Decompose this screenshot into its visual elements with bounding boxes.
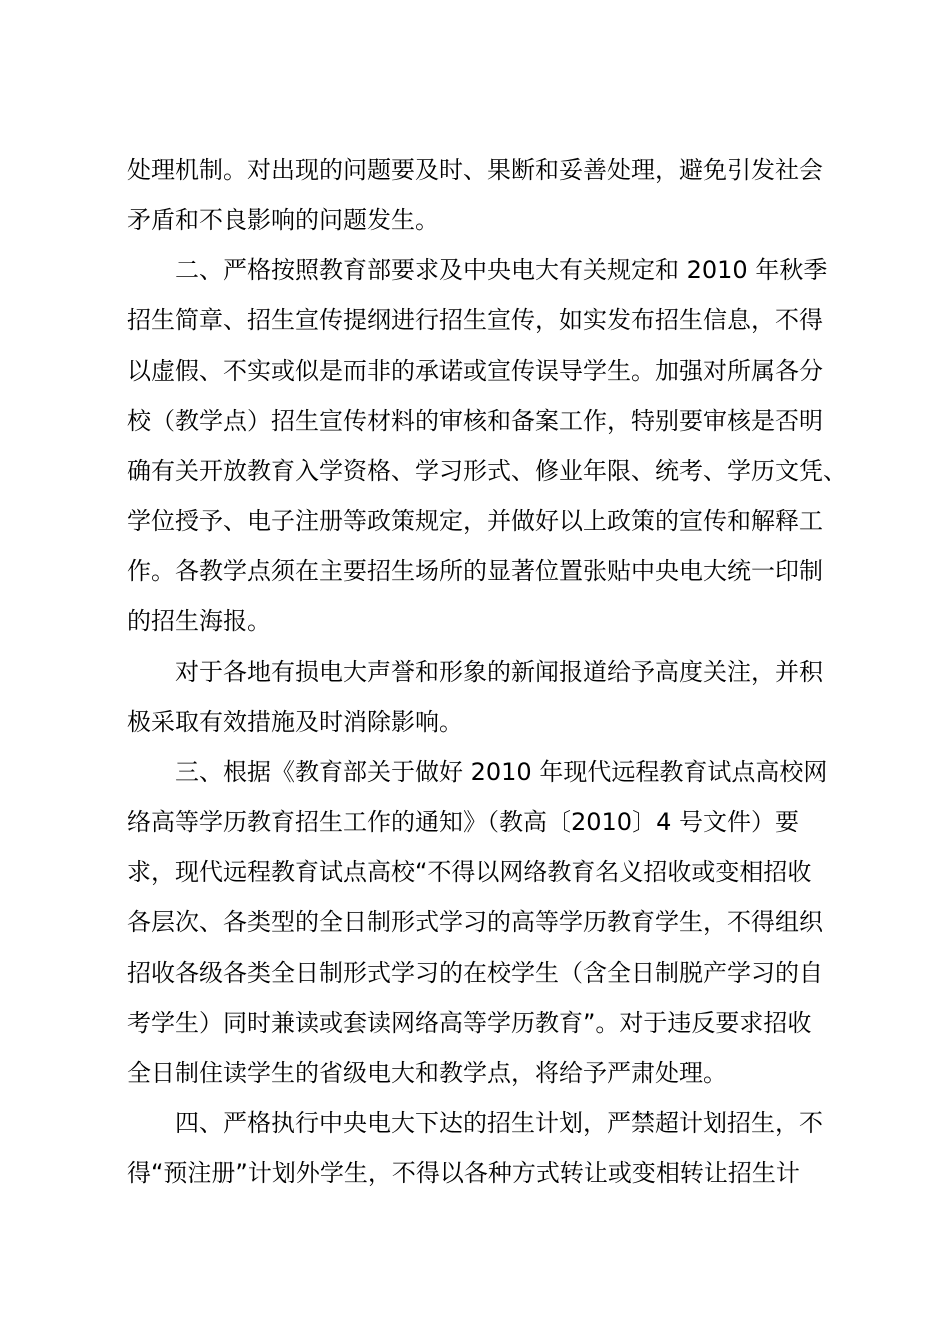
paragraph-line: 的招生海报。 xyxy=(127,607,271,635)
paragraph-line: 络高等学历教育招生工作的通知》（教高〔2010〕4 号文件）要 xyxy=(127,808,799,836)
paragraph-line: 各层次、各类型的全日制形式学习的高等学历教育学生，不得组织 xyxy=(127,908,823,936)
paragraph-line: 得“预注册”计划外学生，不得以各种方式转让或变相转让招生计 xyxy=(127,1159,800,1187)
paragraph-line: 处理机制。对出现的问题要及时、果断和妥善处理，避免引发社会 xyxy=(127,156,823,184)
paragraph-line: 矛盾和不良影响的问题发生。 xyxy=(127,206,439,234)
paragraph-line: 求，现代远程教育试点高校“不得以网络教育名义招收或变相招收 xyxy=(127,858,812,886)
paragraph-line: 极采取有效措施及时消除影响。 xyxy=(127,708,463,736)
paragraph-line: 全日制住读学生的省级电大和教学点，将给予严肃处理。 xyxy=(127,1059,727,1087)
paragraph-line: 考学生）同时兼读或套读网络高等学历教育”。对于违反要求招收 xyxy=(127,1009,812,1037)
paragraph-line: 三、根据《教育部关于做好 2010 年现代远程教育试点高校网 xyxy=(175,758,828,786)
paragraph-line: 招收各级各类全日制形式学习的在校学生（含全日制脱产学习的自 xyxy=(127,959,823,987)
paragraph-line: 学位授予、电子注册等政策规定，并做好以上政策的宣传和解释工 xyxy=(127,507,823,535)
paragraph-line: 确有关开放教育入学资格、学习形式、修业年限、统考、学历文凭、 xyxy=(127,457,847,485)
paragraph-line: 二、严格按照教育部要求及中央电大有关规定和 2010 年秋季 xyxy=(175,256,828,284)
paragraph-line: 作。各教学点须在主要招生场所的显著位置张贴中央电大统一印制 xyxy=(127,557,823,585)
paragraph-line: 招生简章、招生宣传提纲进行招生宣传，如实发布招生信息，不得 xyxy=(127,306,823,334)
paragraph-line: 四、严格执行中央电大下达的招生计划，严禁超计划招生，不 xyxy=(175,1109,823,1137)
paragraph-line: 对于各地有损电大声誉和形象的新闻报道给予高度关注，并积 xyxy=(175,658,823,686)
paragraph-line: 以虚假、不实或似是而非的承诺或宣传误导学生。加强对所属各分 xyxy=(127,357,823,385)
paragraph-line: 校（教学点）招生宣传材料的审核和备案工作，特别要审核是否明 xyxy=(127,407,823,435)
